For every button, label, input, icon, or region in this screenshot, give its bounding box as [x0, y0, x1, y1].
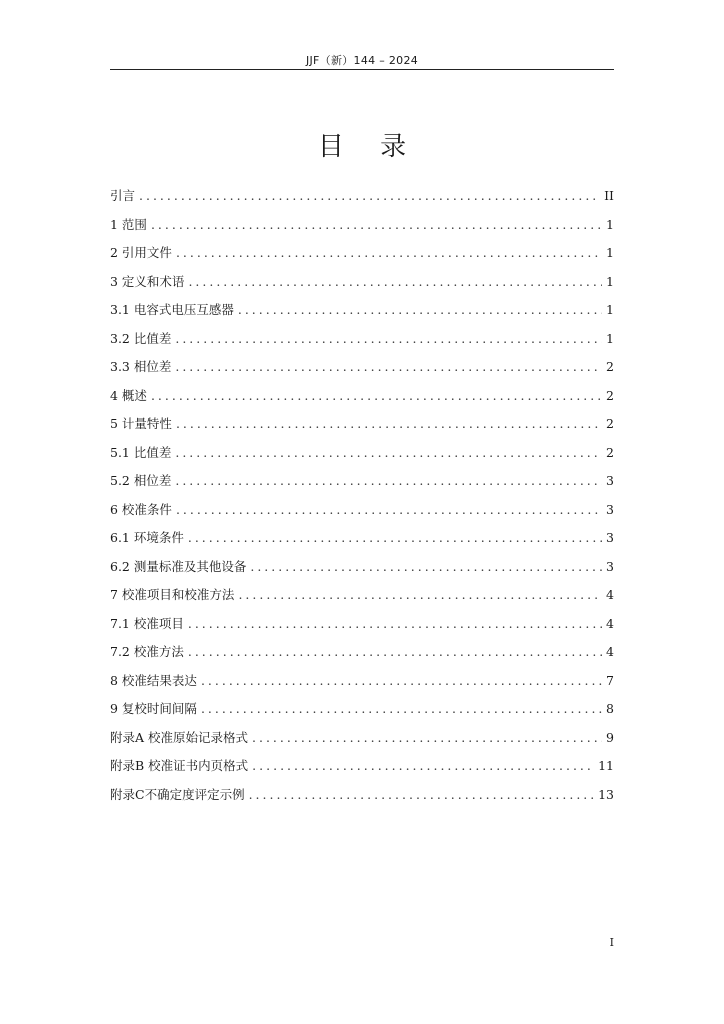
toc-entry-page: 1 — [606, 330, 614, 346]
toc-entry[interactable] — [110, 215, 614, 244]
table-of-contents — [110, 186, 614, 813]
toc-entry[interactable] — [110, 443, 614, 472]
header-rule — [110, 69, 614, 70]
toc-entry-label: 6.2 测量标准及其他设备 — [110, 558, 247, 574]
toc-entry[interactable] — [110, 756, 614, 785]
toc-entry-page: 1 — [606, 216, 614, 232]
dot-leader — [175, 331, 602, 346]
toc-title: 目 录 — [317, 132, 421, 162]
dot-leader — [151, 217, 602, 232]
dot-leader — [252, 758, 594, 773]
document-code-header: JJF（新）144 – 2024 — [305, 54, 419, 67]
toc-entry[interactable] — [110, 414, 614, 443]
toc-entry-page: 4 — [606, 644, 614, 659]
toc-entry[interactable] — [110, 785, 614, 814]
toc-entry-page: 13 — [598, 786, 614, 802]
toc-entry[interactable] — [110, 585, 614, 614]
dot-leader — [188, 616, 602, 631]
toc-entry-page: 4 — [606, 587, 614, 602]
dot-leader — [176, 502, 602, 517]
dot-leader — [188, 530, 602, 545]
toc-entry[interactable] — [110, 528, 614, 557]
toc-entry-label: 5 计量特性 — [110, 416, 172, 431]
toc-entry-label: 4 概述 — [110, 387, 147, 403]
toc-entry-label: 6 校准条件 — [110, 501, 172, 517]
toc-entry-page: 7 — [606, 672, 614, 688]
toc-entry[interactable] — [110, 699, 614, 728]
dot-leader — [201, 673, 602, 688]
dot-leader — [250, 559, 602, 574]
toc-entry-label: 8 校准结果表达 — [110, 672, 197, 688]
dot-leader — [252, 730, 602, 745]
toc-entry[interactable] — [110, 614, 614, 643]
toc-entry[interactable] — [110, 186, 614, 215]
dot-leader — [188, 644, 602, 659]
toc-entry-label: 附录B 校准证书内页格式 — [110, 758, 249, 773]
toc-entry-page: 4 — [606, 615, 614, 631]
toc-entry-page: 2 — [606, 444, 614, 460]
dot-leader — [238, 302, 602, 317]
dot-leader — [176, 245, 602, 260]
toc-entry-label: 5.1 比值差 — [110, 444, 172, 460]
dot-leader — [151, 388, 602, 403]
toc-entry-label: 6.1 环境条件 — [110, 530, 184, 545]
toc-entry-page: 1 — [606, 273, 614, 289]
toc-entry-label: 3.1 电容式电压互感器 — [110, 302, 234, 317]
toc-entry-page: 2 — [606, 416, 614, 431]
dot-leader — [238, 587, 602, 602]
toc-entry-label: 7 校准项目和校准方法 — [110, 587, 235, 602]
toc-entry-page: 1 — [606, 245, 614, 260]
toc-entry-page: 3 — [606, 501, 614, 517]
toc-entry-label: 1 范围 — [110, 216, 147, 232]
toc-entry-page: 9 — [606, 729, 614, 745]
toc-entry[interactable] — [110, 386, 614, 415]
toc-entry-page: 3 — [606, 473, 614, 488]
dot-leader — [175, 445, 602, 460]
dot-leader — [249, 787, 595, 802]
toc-entry-label: 2 引用文件 — [110, 245, 172, 260]
toc-entry-label: 引言 — [110, 188, 136, 203]
toc-entry-page: II — [604, 188, 614, 203]
toc-entry[interactable] — [110, 357, 614, 386]
toc-entry-label: 附录C不确定度评定示例 — [110, 786, 245, 802]
toc-entry-page: 8 — [606, 701, 614, 716]
dot-leader — [176, 416, 602, 431]
toc-entry-page: 11 — [598, 758, 614, 773]
toc-entry-label: 9 复校时间间隔 — [110, 701, 197, 716]
toc-entry-label: 7.2 校准方法 — [110, 644, 184, 659]
dot-leader — [139, 188, 600, 203]
toc-entry[interactable] — [110, 272, 614, 301]
toc-entry-label: 附录A 校准原始记录格式 — [110, 729, 249, 745]
toc-entry[interactable] — [110, 329, 614, 358]
page-number: I — [609, 936, 614, 949]
toc-entry-page: 3 — [606, 558, 614, 574]
toc-entry-label: 5.2 相位差 — [110, 473, 172, 488]
dot-leader — [188, 274, 602, 289]
toc-entry-label: 7.1 校准项目 — [110, 615, 184, 631]
toc-entry-page: 2 — [606, 387, 614, 403]
toc-entry[interactable] — [110, 500, 614, 529]
dot-leader — [201, 701, 602, 716]
toc-entry-label: 3 定义和术语 — [110, 273, 185, 289]
toc-entry[interactable] — [110, 642, 614, 671]
dot-leader — [175, 359, 602, 374]
toc-entry[interactable] — [110, 671, 614, 700]
toc-entry[interactable] — [110, 471, 614, 500]
toc-entry[interactable] — [110, 557, 614, 586]
toc-entry-page: 2 — [606, 359, 614, 374]
toc-entry-label: 3.3 相位差 — [110, 359, 172, 374]
toc-entry-page: 1 — [606, 302, 614, 317]
toc-entry[interactable] — [110, 300, 614, 329]
toc-entry[interactable] — [110, 728, 614, 757]
toc-entry-page: 3 — [606, 530, 614, 545]
toc-entry[interactable] — [110, 243, 614, 272]
toc-entry-label: 3.2 比值差 — [110, 330, 172, 346]
dot-leader — [175, 473, 602, 488]
